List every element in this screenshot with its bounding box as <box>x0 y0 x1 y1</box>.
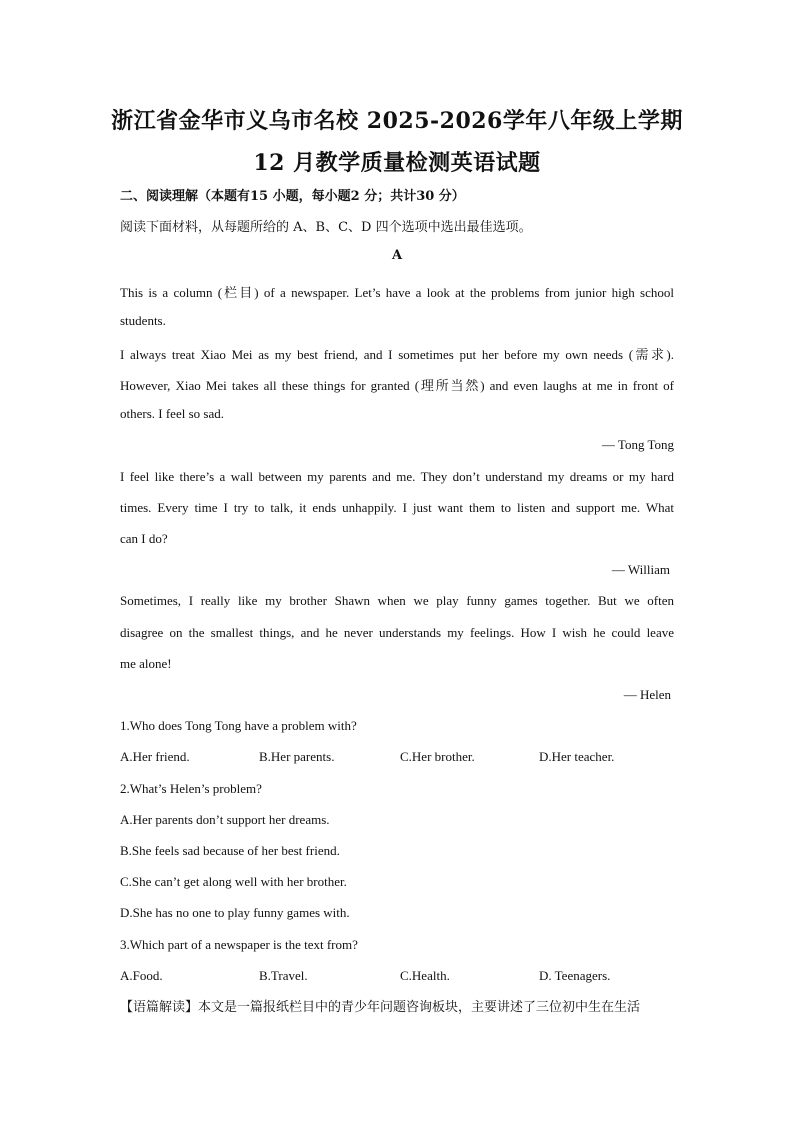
title-line-2: 12 月教学质量检测英语试题 <box>253 150 541 176</box>
question-1-stem: 1.Who does Tong Tong have a problem with? <box>120 718 357 733</box>
question-2-option-c: C.She can’t get along well with her brother. <box>120 874 347 889</box>
passage-analysis: 【语篇解读】本文是一篇报纸栏目中的青少年问题咨询板块，主要讲述了三位初中生在生活 <box>120 1000 641 1015</box>
question-3-stem: 3.Which part of a newspaper is the text from? <box>120 937 358 952</box>
letter-2-signature: — William <box>611 562 670 577</box>
passage-label: A <box>391 248 403 263</box>
question-3-option-b: B.Travel. <box>259 968 308 983</box>
intro-line-1: This is a column (栏目) of a newspaper. Let’s have a look at the problems from junior high school <box>120 285 674 300</box>
section-instruction: 阅读下面材料，从每题所给的 A、B、C、D 四个选项中选出最佳选项。 <box>120 220 532 235</box>
question-3-option-c: C.Health. <box>400 968 450 983</box>
letter-1-line-2: However, Xiao Mei takes all these things for granted (理所当然) and even laughs at me in front of <box>120 378 674 393</box>
letter-2-line-2: times. Every time I try to talk, it ends unhappily. I just want them to listen and support me. What <box>120 500 674 515</box>
question-2-option-a: A.Her parents don’t support her dreams. <box>120 812 330 827</box>
question-2-option-d: D.She has no one to play funny games with. <box>120 905 350 920</box>
title-line-1: 浙江省金华市义乌市名校 2025-2026学年八年级上学期 <box>111 108 683 134</box>
letter-3-line-3: me alone! <box>120 656 172 671</box>
question-1-option-d: D.Her teacher. <box>539 749 615 764</box>
letter-3-line-2: disagree on the smallest things, and he never understands my feelings. How I wish he could leave <box>120 625 674 640</box>
question-3-option-d: D. Teenagers. <box>539 968 611 983</box>
letter-3-signature: — Helen <box>623 687 671 702</box>
letter-3-line-1: Sometimes, I really like my brother Shawn when we play funny games together. But we often <box>120 593 674 608</box>
intro-line-2: students. <box>120 313 166 328</box>
letter-1-line-1: I always treat Xiao Mei as my best friend, and I sometimes put her before my own needs (需求). <box>120 347 674 362</box>
question-1-option-b: B.Her parents. <box>259 749 335 764</box>
section-heading: 二、阅读理解（本题有15 小题，每小题2 分；共计30 分） <box>120 189 465 204</box>
question-1-option-a: A.Her friend. <box>120 749 190 764</box>
question-1-option-c: C.Her brother. <box>400 749 475 764</box>
question-2-option-b: B.She feels sad because of her best friend. <box>120 843 340 858</box>
question-3-option-a: A.Food. <box>120 968 163 983</box>
letter-2-line-3: can I do? <box>120 531 168 546</box>
letter-2-line-1: I feel like there’s a wall between my parents and me. They don’t understand my dreams or my hard <box>120 469 674 484</box>
letter-1-line-3: others. I feel so sad. <box>120 406 224 421</box>
question-2-stem: 2.What’s Helen’s problem? <box>120 781 262 796</box>
letter-1-signature: — Tong Tong <box>601 437 674 452</box>
